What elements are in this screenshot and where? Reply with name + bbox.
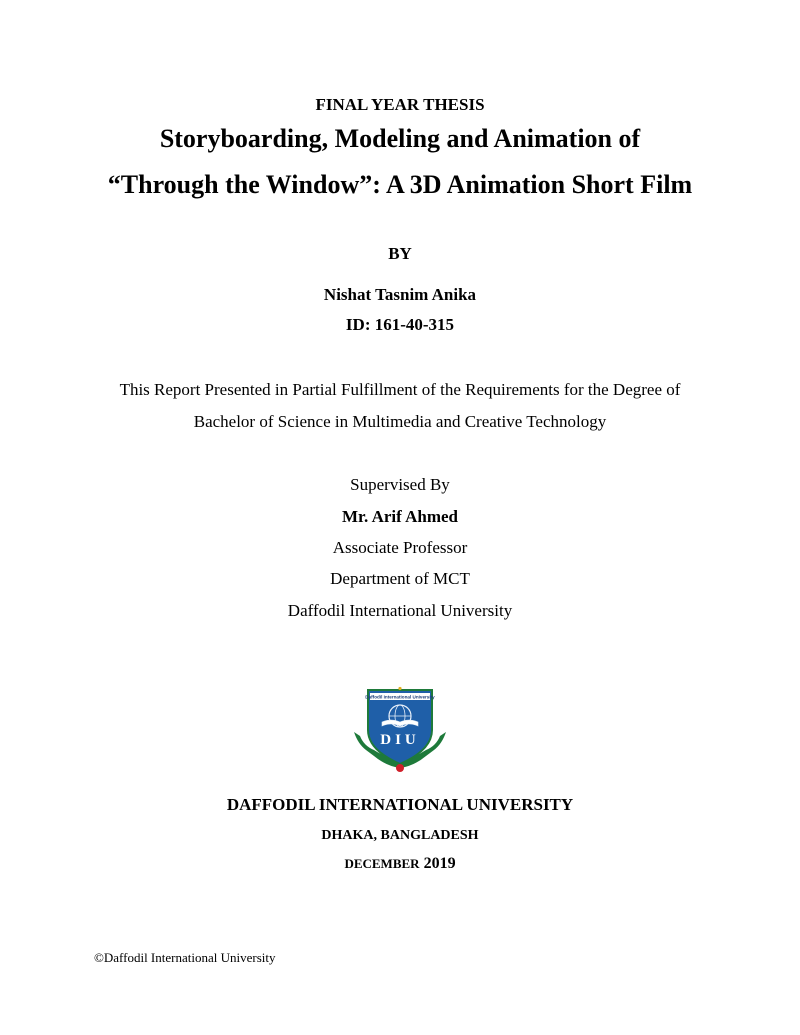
thesis-title-line-2: “Through the Window”: A 3D Animation Short Film (107, 170, 693, 199)
supervised-by-label: Supervised By (350, 475, 450, 494)
flower-icon (396, 764, 404, 772)
supervisor-title: Associate Professor (332, 538, 468, 557)
footer-copyright: ©Daffodil International University (94, 950, 276, 965)
by-label: BY (388, 244, 412, 263)
degree-statement-line-2: Bachelor of Science in Multimedia and Creative Technology (193, 412, 607, 431)
supervisor-department: Department of MCT (330, 569, 470, 588)
supervisor-name: Mr. Arif Ahmed (341, 507, 458, 526)
thesis-label: FINAL YEAR THESIS (315, 95, 485, 114)
degree-statement-line-1: This Report Presented in Partial Fulfillment of the Requirements for the Degree of (119, 380, 681, 399)
submission-date (0, 855, 800, 873)
submission-month: DECEMBER (344, 856, 420, 871)
author-name: Nishat Tasnim Anika (323, 285, 477, 304)
submission-year: 2019 (423, 855, 456, 872)
supervisor-university: Daffodil International University (287, 601, 513, 620)
university-crest-icon (350, 684, 450, 776)
thesis-title-line-1: Storyboarding, Modeling and Animation of (159, 124, 641, 153)
crest-banner-text: Daffodil International University (365, 694, 435, 700)
university-name: DAFFODIL INTERNATIONAL UNIVERSITY (226, 795, 574, 814)
student-id: ID: 161-40-315 (345, 315, 455, 334)
crest-letters: DIU (380, 732, 420, 748)
university-location: DHAKA, BANGLADESH (321, 828, 479, 843)
